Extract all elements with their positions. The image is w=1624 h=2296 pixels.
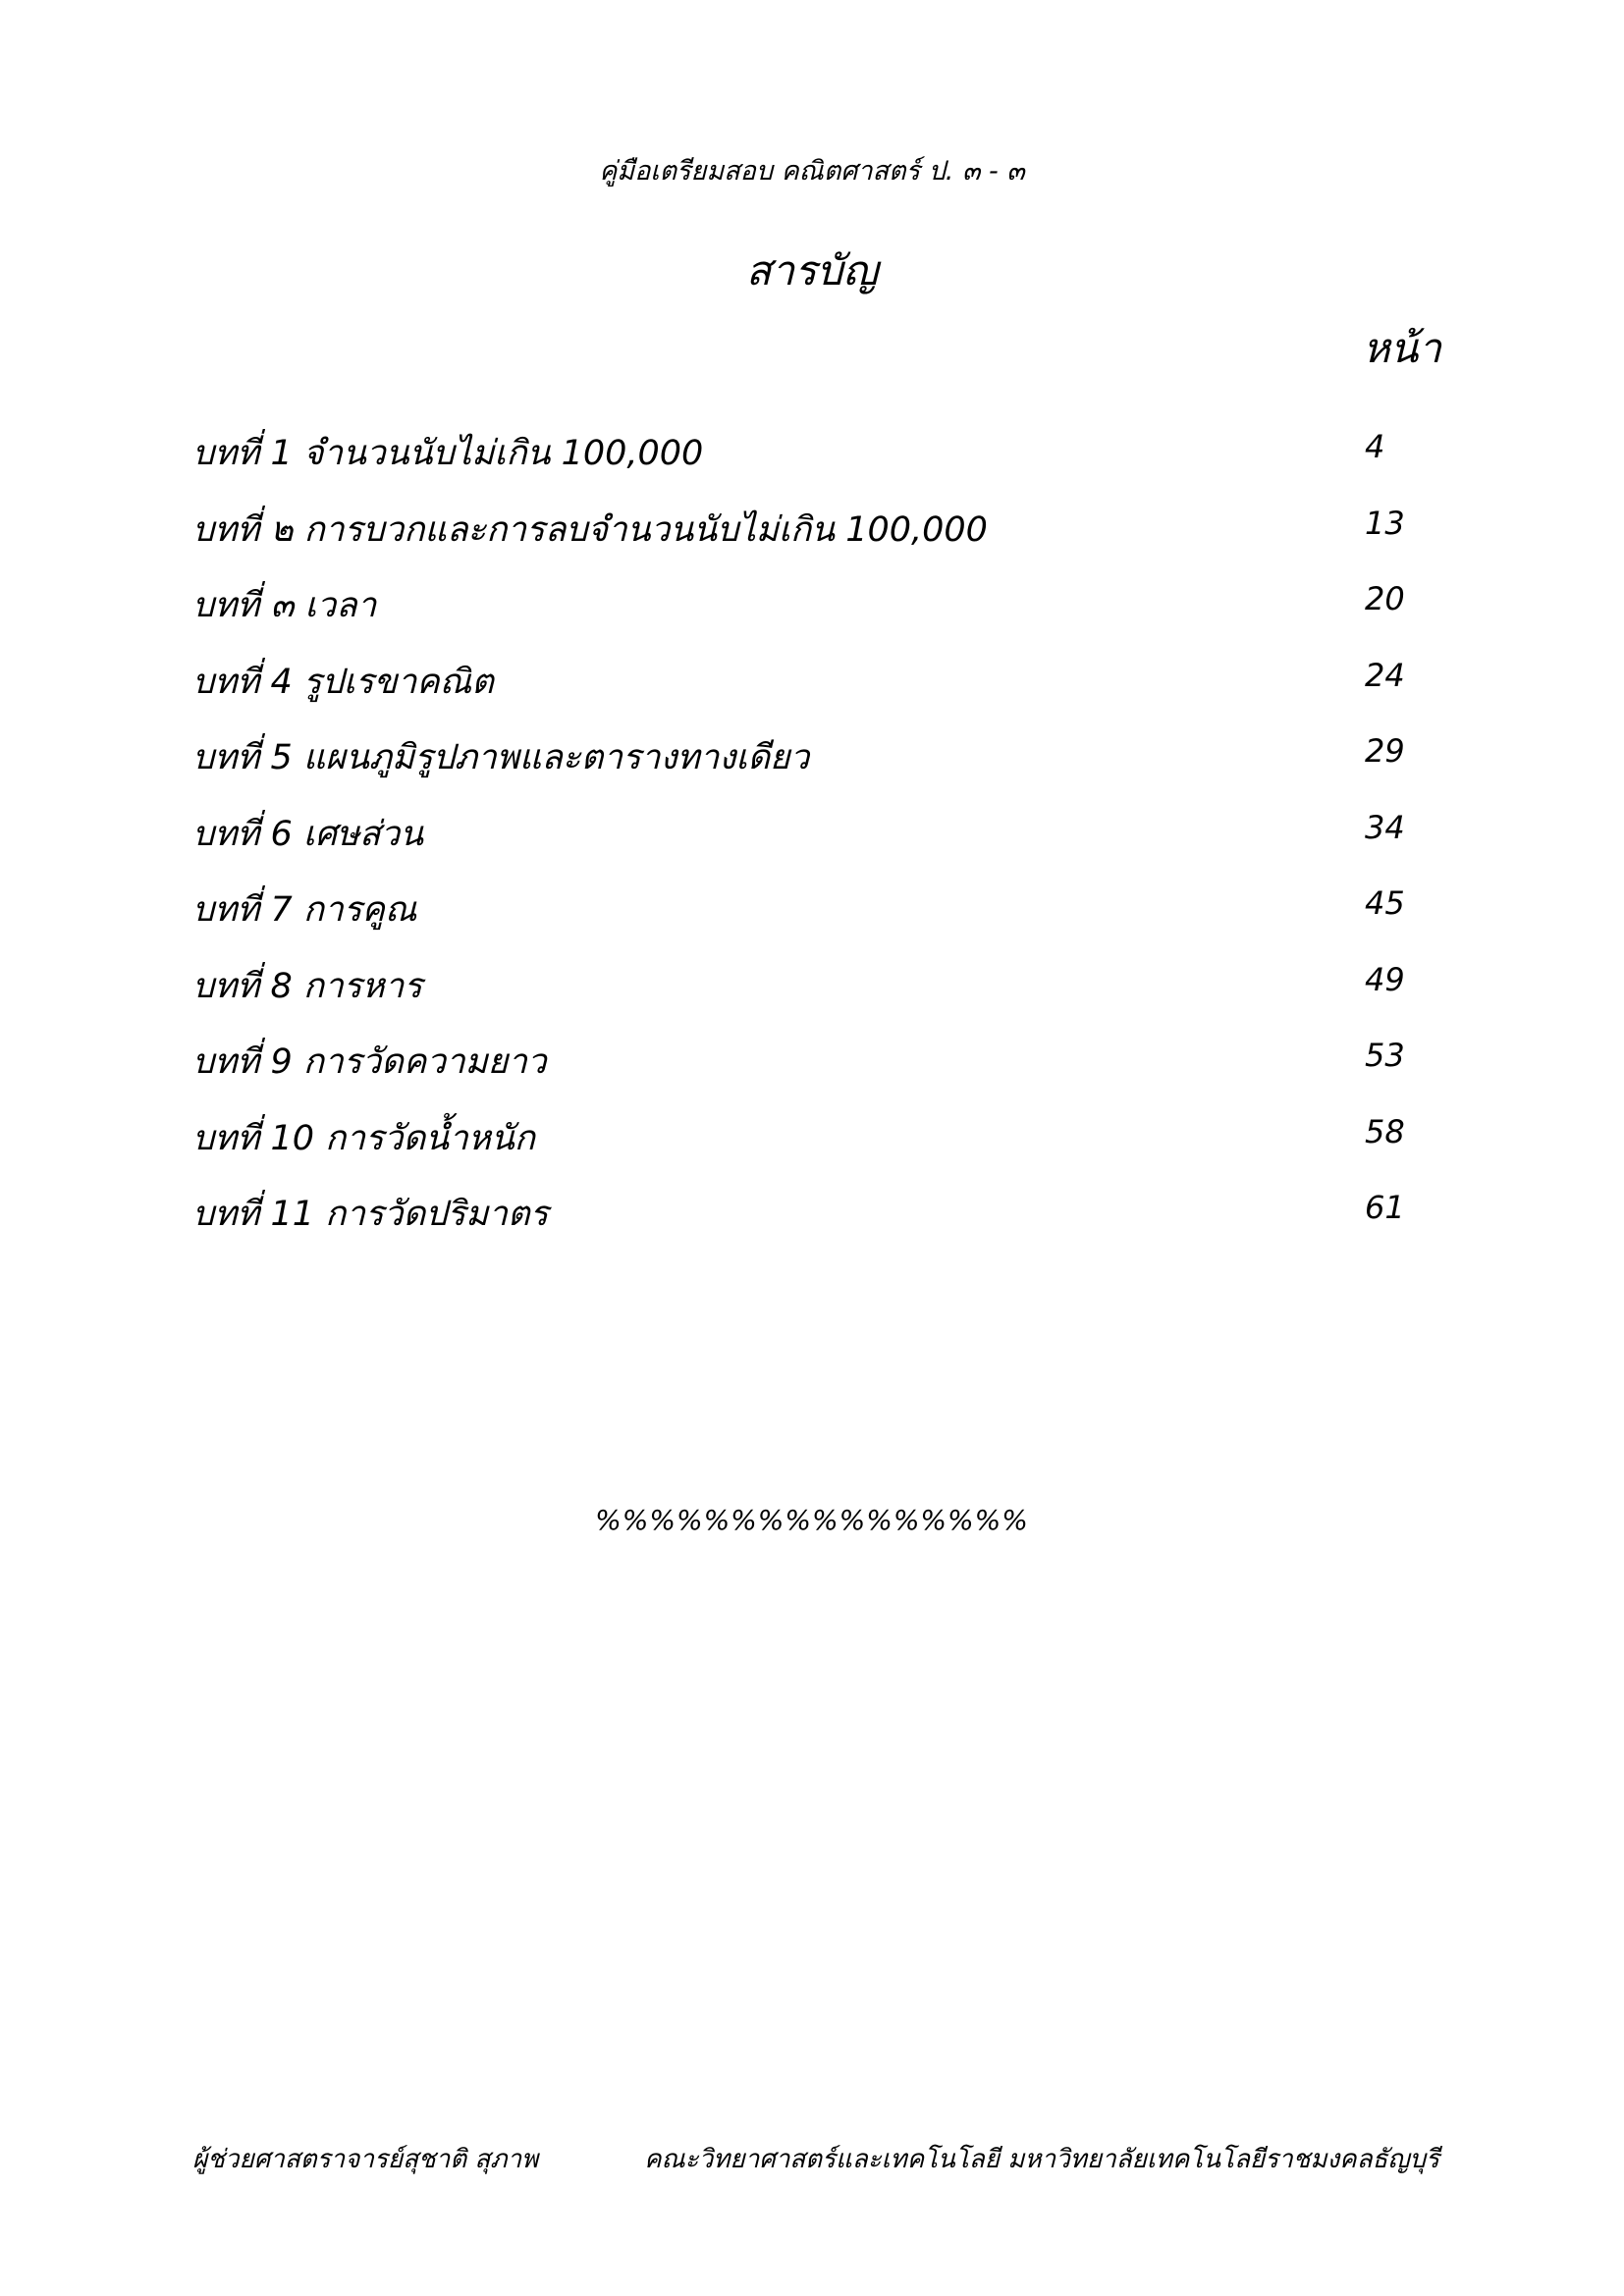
- toc-entry-page: 24: [1365, 656, 1405, 694]
- toc-entry[interactable]: [0, 655, 1624, 731]
- toc-entry-label: บทที่ ๒ การบวกและการลบจำนวนนับไม่เกิน 100,000: [192, 509, 988, 550]
- toc-entry-label: บทที่ 1 จำนวนนับไม่เกิน 100,000: [192, 434, 704, 473]
- toc-entry-label: บทที่ 10 การวัดน้ำหนัก: [192, 1118, 535, 1158]
- toc-entry[interactable]: [0, 730, 1624, 807]
- toc-entry-page: 29: [1365, 732, 1405, 770]
- page-column-label: หน้า: [1363, 324, 1441, 372]
- toc-entry[interactable]: [0, 882, 1624, 959]
- toc-entry[interactable]: [0, 503, 1624, 579]
- toc-entry[interactable]: [0, 426, 1624, 503]
- toc-entry-page: 53: [1365, 1037, 1405, 1074]
- toc-entry-label: บทที่ ๓ เวลา: [192, 586, 377, 625]
- toc-entry-page: 34: [1365, 808, 1405, 846]
- footer-author: ผู้ช่วยศาสตราจารย์สุชาติ สุภาพ: [192, 2145, 539, 2174]
- toc-entry[interactable]: [0, 959, 1624, 1036]
- toc-entry-page: 49: [1365, 960, 1405, 998]
- toc-entry-page: 58: [1365, 1112, 1405, 1150]
- toc-entry[interactable]: [0, 1035, 1624, 1111]
- toc-entry-label: บทที่ 4 รูปเรขาคณิต: [192, 662, 494, 702]
- toc-entry-page: 13: [1365, 504, 1405, 542]
- section-divider: %%%%%%%%%%%%%%%%: [595, 1504, 1029, 1536]
- running-header: คู่มือเตรียมสอบ คณิตศาสตร์ ป. ๓ - ๓: [599, 156, 1025, 187]
- toc-entry[interactable]: [0, 1187, 1624, 1263]
- footer-affiliation: คณะวิทยาศาสตร์และเทคโนโลยี มหาวิทยาลัยเทคโนโลยีราชมงคลธัญบุรี: [644, 2145, 1439, 2174]
- table-of-contents: [0, 426, 1624, 1263]
- toc-entry-label: บทที่ 7 การคูณ: [192, 890, 417, 930]
- toc-entry[interactable]: [0, 807, 1624, 883]
- toc-entry[interactable]: [0, 578, 1624, 655]
- toc-entry-page: 45: [1365, 884, 1405, 922]
- page-footer: [192, 2139, 1439, 2179]
- toc-entry-label: บทที่ 5 แผนภูมิรูปภาพและตารางทางเดียว: [192, 738, 810, 777]
- toc-entry-page: 4: [1365, 428, 1385, 465]
- toc-entry-label: บทที่ 11 การวัดปริมาตร: [192, 1195, 549, 1234]
- toc-entry[interactable]: [0, 1111, 1624, 1188]
- page-title: สารบัญ: [745, 246, 879, 294]
- toc-entry-page: 20: [1365, 580, 1405, 617]
- toc-entry-label: บทที่ 6 เศษส่วน: [192, 814, 424, 854]
- toc-entry-label: บทที่ 9 การวัดความยาว: [192, 1042, 547, 1082]
- toc-entry-page: 61: [1365, 1189, 1405, 1226]
- toc-entry-label: บทที่ 8 การหาร: [192, 966, 423, 1006]
